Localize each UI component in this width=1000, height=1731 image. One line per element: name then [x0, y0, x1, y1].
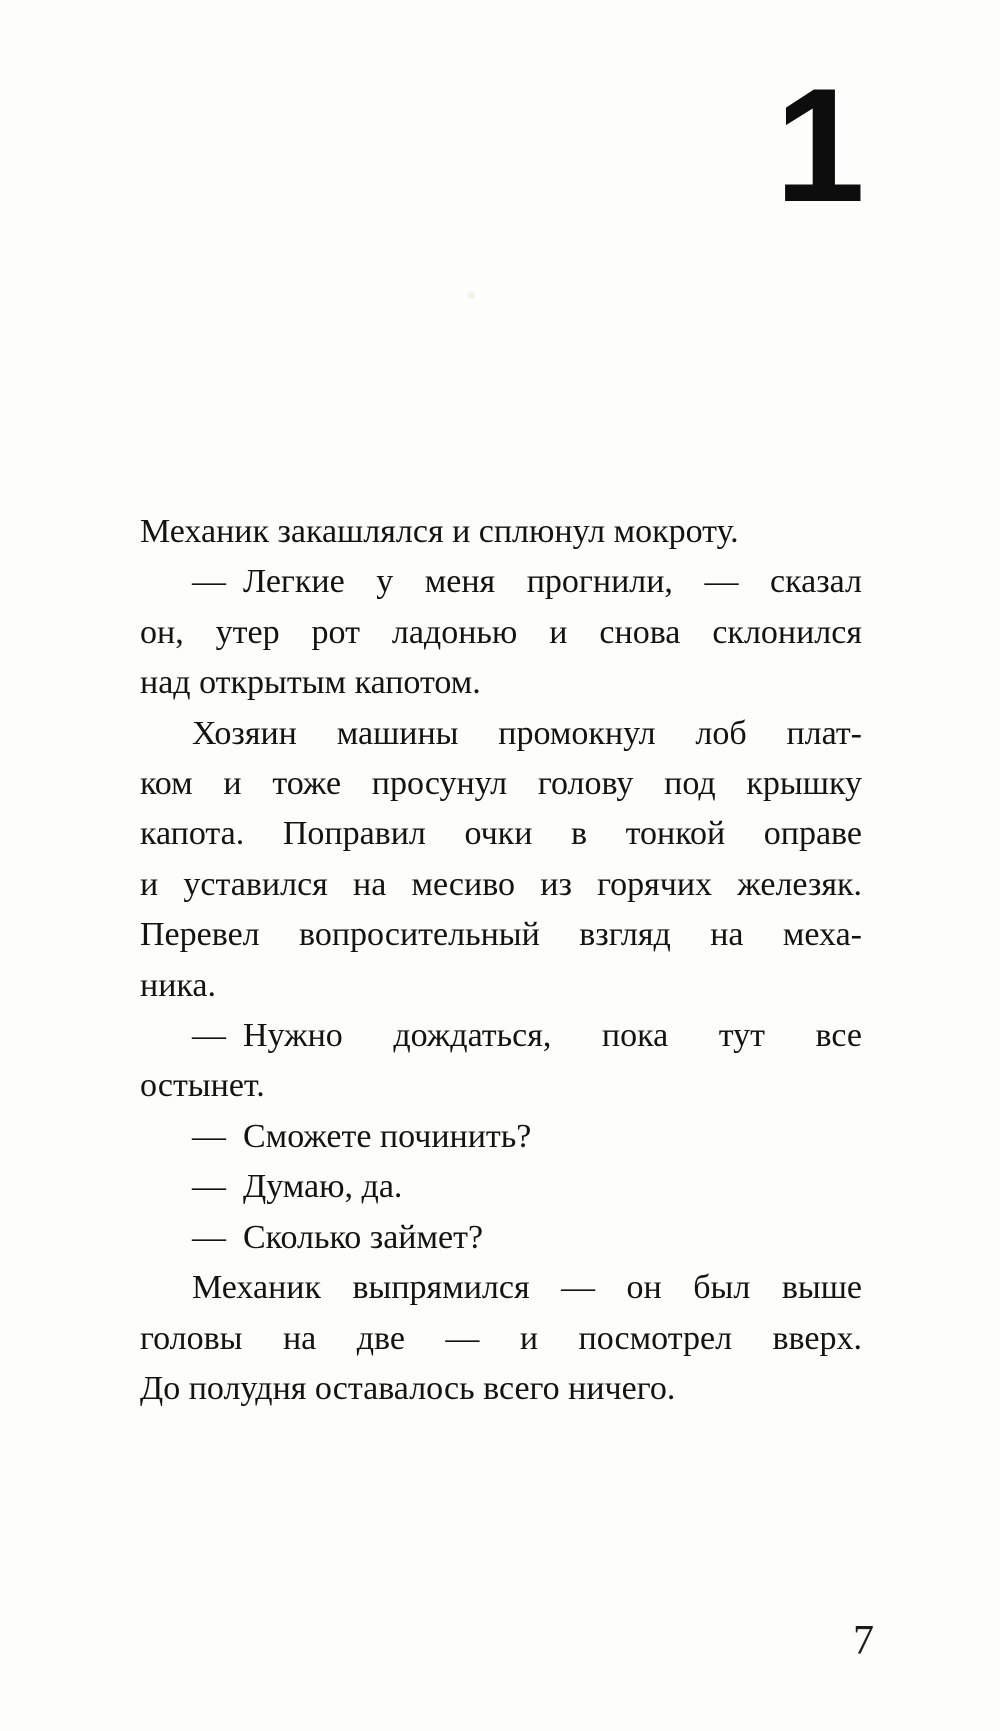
text-line: над открытым капотом.	[140, 664, 481, 702]
text-line: До полудня оставалось всего ничего.	[140, 1369, 676, 1407]
text-line: капота. Поправил очки в тонкой оправе	[140, 815, 862, 853]
text-line: — Сколько займет?	[192, 1218, 484, 1256]
text-line: Хозяин машины промокнул лоб плат-	[192, 714, 862, 752]
scan-artifact	[468, 292, 475, 299]
text-line: — Нужно дождаться, пока тут все	[192, 1017, 862, 1055]
text-line: — Сможете починить?	[192, 1117, 532, 1155]
text-line: ника.	[140, 966, 216, 1004]
text-line: — Легкие у меня прогнили, — сказал	[192, 563, 862, 601]
text-line: Перевел вопросительный взгляд на меха-	[140, 916, 862, 954]
page-number: 7	[853, 1618, 874, 1664]
body-text	[140, 507, 862, 1414]
text-line: — Думаю, да.	[192, 1168, 403, 1206]
text-line: остынет.	[140, 1067, 265, 1105]
text-line: он, утер рот ладонью и снова склонился	[140, 613, 862, 651]
text-line: головы на две — и посмотрел вверх.	[140, 1319, 862, 1357]
text-line: Механик закашлялся и сплюнул мокроту.	[140, 513, 739, 550]
text-line: Механик выпрямился — он был выше	[192, 1269, 862, 1307]
chapter-number: 1	[774, 55, 863, 236]
text-line: и уставился на месиво из горячих железяк.	[140, 865, 862, 903]
text-line: ком и тоже просунул голову под крышку	[140, 765, 862, 803]
